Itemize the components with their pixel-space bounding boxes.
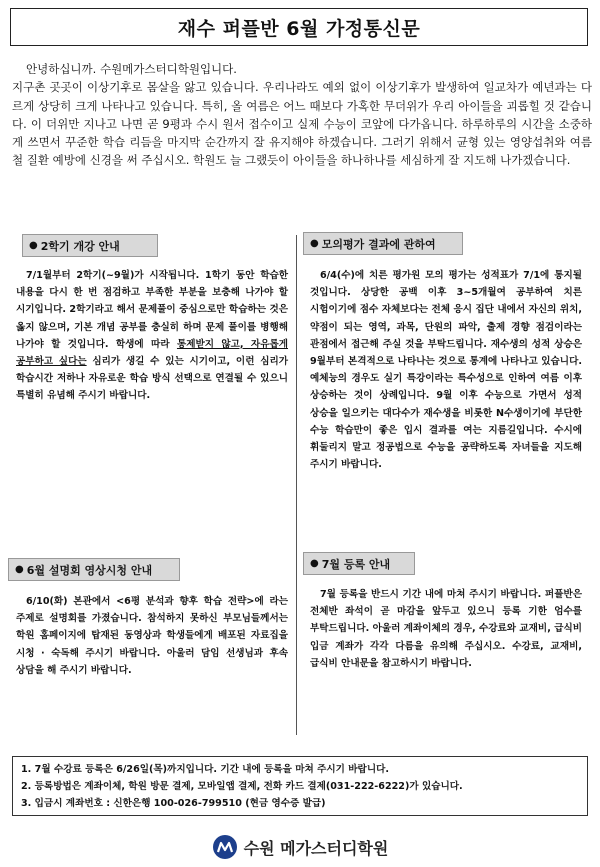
bullet-icon: ● [310,238,319,249]
section-title-briefing: 6월 설명회 영상시청 안내 [26,563,153,577]
section-body-semester [16,267,288,405]
section-body-briefing [16,593,288,679]
notice-line-3: 3. 입금시 계좌번호 : 신한은행 100-026-799510 (현금 영수증 발급) [21,797,326,809]
mock-exam-text: 6/4(수)에 치른 평가원 모의 평가는 성적표가 7/1에 통지될 것입니다. 상당한 공백 이후 3~5개월여 공부하여 치른 시험이기에 점수 자체보다는 전체 응시 집단 내에서 자신의 위치, 약점이 되는 영역, 과목, 단원의 파악, 출제 경향 점검이라는 관점에서 접근해 주실 것을 부탁드립니다. 재수생의 성적 상승은 9월부터 본격적으로 나타나는 것으로 통계에 나타나고 있습니다. 예체능의 경우도 실기 특강이라는 특수성으로 인하여 여름 이후 상승하는 것이 상례입니다. 9월 이후 수능으로 가면서 성적 상승을 일으키는 대다수가 재수생을 비롯한 N수생이기에 부단한 수능 학습만이 좋은 입시 결과를 여는 지름길입니다. 수시에 휘둘리지 말고 정공법으로 수능을 공략하도록 자녀들을 지도해 주시기 바랍니다. [310,270,582,471]
semester-text-2: 심리가 생길 수 있는 시기이고, 이런 심리가 학습시간 저하나 자유로운 학습 방식 선택으로 연결될 수 있으니 특별히 유념해 주시기 바랍니다. [16,356,289,402]
bullet-icon: ● [29,240,38,251]
notice-box [12,756,588,816]
registration-text: 7월 등록을 반드시 기간 내에 마쳐 주시기 바랍니다. 퍼플반은 전체반 좌석이 곧 마감을 앞두고 있으니 등록 기한 엄수를 부탁드립니다. 아울러 계좌이체의 경우, 수강료와 교재비, 급식비 입금 계좌가 각각 다름을 유의해 주십시오. 수강료, 교재비, 급식비 안내문을 참고하시기 바랍니다. [310,589,582,669]
academy-name: 수원 메가스터디학원 [243,838,389,858]
section-header-registration [303,552,415,575]
notice-line-2: 2. 등록방법은 계좌이체, 학원 방문 결제, 모바일앱 결제, 전화 카드 결제(031-222-6222)가 있습니다. [21,780,463,792]
section-title-semester: 2학기 개강 안내 [40,239,120,253]
bullet-icon: ● [310,558,319,569]
footer-logo [0,832,600,862]
section-title-registration: 7월 등록 안내 [321,557,391,571]
intro-greeting: 안녕하십니까. 수원메가스터디학원입니다. [26,62,237,76]
intro-body: 지구촌 곳곳이 이상기후로 몸살을 앓고 있습니다. 우리나라도 예외 없이 이상기후가 발생하여 일교차가 예년과는 다르게 상당히 크게 나타나고 있습니다. 특히, 올 여름은 어느 때보다 가혹한 무더위가 우리 아이들을 괴롭힐 것 같습니다. 이 더위만 지나고 나면 곧 9평과 수시 원서 접수이고 실제 수능이 코앞에 다가옵니다. 하루하루의 시간을 소중하게 쓰면서 꾸준한 학습 리듬을 마지막 순간까지 잘 유지해야 하겠습니다. 그러기 위해서 균형 있는 영양섭취와 여름철 질환 예방에 신경을 써 주십시오. 학원도 늘 그랬듯이 아이들을 하나하나를 세심하게 잘 지도해 나가겠습니다. [12,80,592,168]
bullet-icon: ● [15,564,24,575]
section-title-mock-exam: 모의평가 결과에 관하여 [321,237,436,251]
section-header-mock-exam [303,232,463,255]
notice-line-1: 1. 7월 수강료 등록은 6/26일(목)까지입니다. 기간 내에 등록을 마쳐 주시기 바랍니다. [21,764,390,775]
intro-text [12,60,592,170]
semester-text-1: 7/1월부터 2학기(~9월)가 시작됩니다. 1학기 동안 학습한 내용을 다시 한 번 점검하고 부족한 부분을 보충해 나가야 할 시기입니다. 2학기라고 해서 문제풀이 중심으로만 학습하는 것은 옳지 않으며, 기본 개념 공부를 충실히 하며 문제 풀이를 병행해 나가야 할 것입니다. 학생에 따라 [16,270,288,350]
briefing-text: 6/10(화) 본관에서 <6평 분석과 향후 학습 전략>에 라는 주제로 설명회를 가졌습니다. 참석하지 못하신 부모님들께서는 학원 홈페이지에 탑재된 동영상과 학생들에게 배포된 자료집을 시청 · 숙독해 주시기 바랍니다. 아울러 담임 선생님과 후속 상담을 해 주시기 바랍니다. [16,596,288,676]
section-header-briefing [8,558,180,581]
column-divider [296,235,297,735]
newsletter-title: 재수 퍼플반 6월 가정통신문 [10,8,588,46]
section-header-semester [22,234,158,257]
mega-study-logo-icon [212,834,238,860]
section-body-mock-exam [310,267,582,473]
semester-text-underline: 통제받지 않고, 자유롭게 공부하고 싶다는 [16,338,289,368]
section-body-registration [310,586,582,672]
